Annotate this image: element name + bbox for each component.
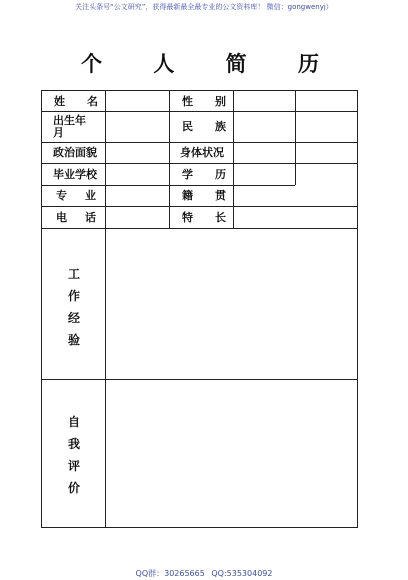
- label-specialty: 特 长: [182, 210, 226, 224]
- school-field[interactable]: [106, 164, 169, 185]
- label-major: 专 业: [56, 189, 96, 202]
- label-name: 姓 名: [54, 95, 98, 108]
- label-ethnicity: 民 族: [182, 120, 226, 133]
- birth-field[interactable]: [106, 112, 169, 142]
- page-title: 个 人 简 历: [81, 52, 341, 76]
- label-health: 身体状况: [180, 146, 224, 159]
- label-hometown: 籍 贯: [182, 189, 226, 202]
- label-phone: 电 话: [56, 210, 96, 224]
- phone-field[interactable]: [106, 207, 169, 228]
- ethnicity-field[interactable]: [234, 112, 295, 142]
- label-political: 政治面貌: [53, 146, 97, 159]
- specialty-field[interactable]: [234, 207, 357, 228]
- name-field[interactable]: [106, 91, 169, 111]
- label-education: 学 历: [182, 167, 226, 181]
- label-gender: 性 别: [182, 95, 226, 108]
- self-evaluation-field[interactable]: [106, 380, 357, 527]
- work-experience-field[interactable]: [106, 229, 357, 379]
- major-field[interactable]: [106, 186, 169, 206]
- header-note: 关注头条号“公文研究”，获得最新最全最专业的公文资料库！ 微信：gongwenyj）: [75, 3, 333, 11]
- label-school: 毕业学校: [53, 167, 97, 181]
- label-birth: 出生年月: [53, 114, 86, 139]
- footer-note: QQ群：30265665 QQ:535304092: [135, 569, 273, 578]
- gender-field[interactable]: [234, 91, 295, 111]
- education-field[interactable]: [234, 164, 295, 185]
- political-field[interactable]: [106, 143, 169, 163]
- photo-area[interactable]: [296, 91, 357, 185]
- label-work-experience: 工 作 经 验: [67, 267, 80, 347]
- resume-form: [41, 90, 358, 528]
- hometown-field[interactable]: [234, 186, 357, 206]
- health-field[interactable]: [234, 143, 295, 163]
- label-self-evaluation: 自 我 评 价: [67, 415, 80, 495]
